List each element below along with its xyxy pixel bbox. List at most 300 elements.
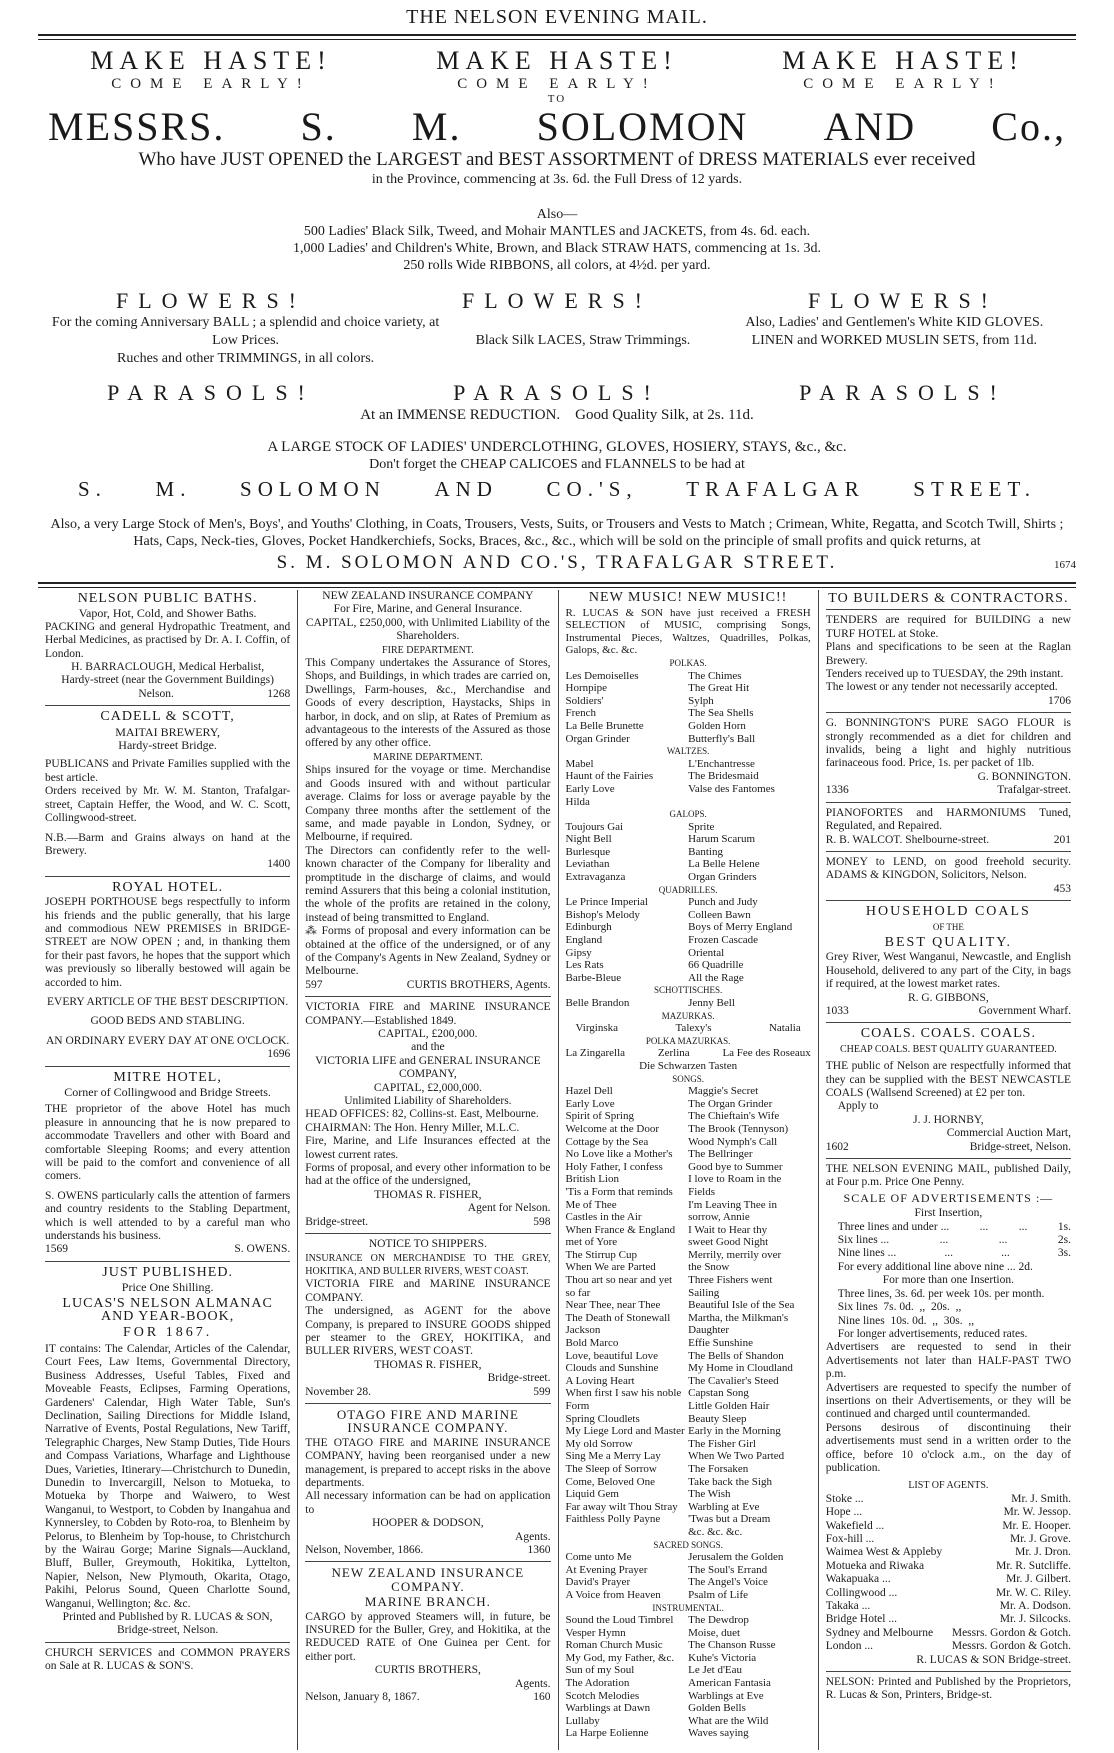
company-name bbox=[38, 105, 1076, 149]
song-title: met of Yore bbox=[565, 1236, 618, 1249]
song-row bbox=[566, 1110, 811, 1123]
song-title: Little Golden Hair bbox=[688, 1400, 770, 1412]
song-row bbox=[566, 1324, 811, 1337]
music-title: Le Prince Imperial bbox=[565, 896, 648, 909]
coals2-title: COALS. COALS. COALS. bbox=[860, 1026, 1036, 1042]
scale-more: For more than one Insertion. bbox=[882, 1274, 1014, 1287]
ad-ref: 1674 bbox=[1053, 559, 1076, 571]
song-row bbox=[566, 1224, 811, 1237]
parasols-2: PARASOLS! bbox=[453, 380, 661, 405]
almanac-text: IT contains: The Calendar, Articles of the Calendar, Court Fees, Law Items, Governmental Directory, Business Addresses, Useful Tables, Fixed and Moveable Feasts, Eclipses, Farming Operations, Gardeners' Calendar, High Water Table, Sun's Declination, Sailing Directions for Middle Island, Narrative of Events, Postal Regulations, New Tariff, Telegraphic Charges, New Stamp Duties, Tide Hours and Compass Variations, Wharfage and Lighthouse Dues, Varieties, Itinerary—Christchurch to Dunedin, Dunedin to Invercargill, Nelson to Motueka, to Motueka by Thorpe and Waiwero, to West Wanganui, to Westport, to Cobden by Inangahua and Kynnersley, to Cobden by Roto-roa, to Blenheim by Pelorus, to Blenheim by Top-house, to Christchurch by the Wairau Gorge; Marine Signals—Auckland, Bluff, Buller, Greymouth, Hokitika, Lyttelton, Napier, Nelson, New Plymouth, Okarita, Otago, Pakihi, Pelorus Sound, Queen Charlotte Sound, Wanganui, Wellington; &c. &c. bbox=[45, 1342, 291, 1610]
sacred-song-title: The Soul's Errand bbox=[688, 1563, 768, 1576]
instrumental-title: La Harpe Eolienne bbox=[565, 1727, 649, 1740]
builders-ref: 1706 bbox=[1048, 694, 1071, 707]
builders-plans: Plans and specifications to be seen at the Raglan Brewery. bbox=[825, 641, 1071, 667]
song-title: Faithless Polly Payne bbox=[565, 1513, 661, 1526]
song-title: 'Tis a Form that reminds bbox=[565, 1185, 673, 1198]
music-title: The Chimes bbox=[688, 669, 742, 682]
song-row bbox=[566, 1350, 811, 1363]
music-title: The Great Hit bbox=[688, 682, 750, 695]
shippers-text: The undersigned, as AGENT for the above Company, is prepared to INSURE GOODS shipped per steamer to the GREY, HOKITIKA, and BULLER RIVERS, WEST COAST. bbox=[305, 1305, 551, 1358]
song-title: The Stirrup Cup bbox=[565, 1248, 637, 1261]
song-row bbox=[566, 1438, 811, 1451]
song-title: Castles in the Air bbox=[565, 1211, 642, 1224]
music-title: Jenny Bell bbox=[688, 997, 735, 1009]
scale-cell: Three lines and under ... bbox=[837, 1220, 950, 1233]
mazurka-item: Natalia bbox=[768, 1022, 801, 1035]
scale-req3: Persons desirous of discontinuing their advertisements must send in a written order to the office, before 10 o'clock a.m., on the day of publication. bbox=[825, 1421, 1071, 1474]
coals-best: BEST QUALITY. bbox=[884, 934, 1013, 950]
music-title: Sylph bbox=[688, 694, 714, 707]
music-title: Toujours Gai bbox=[565, 820, 624, 833]
song-title: sorrow, Annie bbox=[688, 1211, 750, 1224]
song-row bbox=[566, 1501, 811, 1514]
song-title: My Liege Lord and Master bbox=[565, 1425, 685, 1438]
directors-text: The Directors can confidently refer to the well-known character of the Company for liberality and promptitude in the discharge of claims, and would remind Assurers that this being a colonial institution, the whole of the profits are retained in the colony, instead of being transmitted to England. bbox=[305, 844, 551, 924]
nzic-agents: CURTIS BROTHERS, Agents. bbox=[406, 978, 551, 991]
song-title: Beauty Sleep bbox=[688, 1412, 747, 1425]
scale-req1: Advertisers are requested to send in their Advertisements not later than HALF-PAST TWO p.m. bbox=[825, 1341, 1071, 1381]
sacred-song-row bbox=[566, 1589, 811, 1602]
music-title: Boys of Merry England bbox=[688, 921, 793, 934]
nzic-title: NEW ZEALAND INSURANCE COMPANY bbox=[322, 590, 534, 602]
music-title: Organ Grinders bbox=[688, 871, 757, 884]
victoria-name: THOMAS R. FISHER, bbox=[374, 1188, 482, 1201]
instrumental-title: Kuhe's Victoria bbox=[688, 1651, 757, 1664]
coals-ref: 1033 bbox=[825, 1004, 849, 1017]
instrumental-title: My God, my Father, &c. bbox=[565, 1651, 675, 1664]
agent-cell: Bridge Hotel ... bbox=[825, 1613, 897, 1626]
come-early-1: COME EARLY! bbox=[111, 76, 311, 92]
song-title: Love, beautiful Love bbox=[565, 1349, 659, 1362]
agent-row bbox=[826, 1627, 1071, 1640]
coals-title: HOUSEHOLD COALS bbox=[865, 904, 1031, 920]
victoria-unlimited: Unlimited Liability of Shareholders. bbox=[344, 1095, 512, 1108]
song-row bbox=[566, 1299, 811, 1312]
music-title: La Belle Helene bbox=[688, 858, 760, 871]
final-line: S. M. SOLOMON AND CO.'S, TRAFALGAR STREET. bbox=[276, 552, 838, 573]
instrumental-title: Sun of my Soul bbox=[565, 1664, 635, 1677]
song-title: Maggie's Secret bbox=[688, 1085, 759, 1098]
music-row bbox=[566, 997, 811, 1010]
baths-name: H. BARRACLOUGH, Medical Herbalist, bbox=[71, 661, 265, 674]
instrumental-title: Lullaby bbox=[565, 1714, 600, 1727]
song-title: Capstan Song bbox=[688, 1387, 749, 1400]
music-title: L'Enchantresse bbox=[688, 757, 755, 770]
music-title: Edinburgh bbox=[565, 921, 612, 934]
song-title: Sing Me a Merry Lay bbox=[565, 1450, 661, 1463]
song-row bbox=[566, 1287, 811, 1300]
music-row bbox=[566, 909, 811, 922]
royal-ref: 1696 bbox=[267, 1048, 291, 1061]
song-row bbox=[566, 1476, 811, 1489]
make-haste-3: MAKE HASTE! bbox=[782, 46, 1024, 75]
shippers-co: VICTORIA FIRE and MARINE INSURANCE COMPANY. bbox=[305, 1278, 551, 1304]
baths-text: PACKING and general Hydropathic Treatment, and Herbal Medicines, as practised by Dr. A. I. Coffin, of London. bbox=[45, 620, 291, 660]
fire-text: This Company undertakes the Assurance of Stores, Shops, and Buildings, in which trades are carried on, Dwellings, Farm-houses, &c., Merchandise and Goods of every description, Haystacks, Ships in harbor, in dock, and on slip, at Rates of Premium as advantageous to the interests of the Assured as those offered by any other office. bbox=[305, 657, 551, 750]
music-row bbox=[566, 858, 811, 871]
trafalgar-word: S. bbox=[78, 477, 107, 501]
parasols-line: At an IMMENSE REDUCTION. Good Quality Silk, at 2s. 11d. bbox=[360, 407, 754, 423]
victoria-agent: Agent for Nelson. bbox=[467, 1202, 551, 1215]
trafalgar-word: CO.'S, bbox=[546, 477, 638, 501]
company-word: AND bbox=[823, 104, 917, 149]
song-title: When We Two Parted bbox=[688, 1450, 785, 1463]
song-title: Spring Cloudlets bbox=[565, 1412, 640, 1425]
otago-title: OTAGO FIRE AND MARINE INSURANCE COMPANY. bbox=[336, 1406, 519, 1436]
agent-cell: Messrs. Gordon & Gotch. bbox=[951, 1626, 1071, 1639]
song-title: Welcome at the Door bbox=[565, 1122, 659, 1135]
sago-addr: Trafalgar-street. bbox=[997, 784, 1071, 797]
flowers-text-line: Ruches and other TRIMMINGS, in all colors. bbox=[117, 351, 375, 366]
music-title: Soldiers' bbox=[565, 694, 604, 707]
trafalgar-word: M. bbox=[155, 477, 192, 501]
piano-name: R. B. WALCOT. Shelbourne-street. bbox=[825, 833, 990, 846]
instrumental-row bbox=[566, 1664, 811, 1677]
royal-every: EVERY ARTICLE OF THE BEST DESCRIPTION. bbox=[46, 995, 289, 1008]
music-row bbox=[566, 972, 811, 985]
music-title: Haunt of the Fairies bbox=[565, 770, 654, 783]
agents-title: LIST OF AGENTS. bbox=[908, 1480, 989, 1492]
music-title: Hilda bbox=[565, 795, 590, 808]
scale-row bbox=[826, 1221, 1071, 1234]
song-row bbox=[566, 1337, 811, 1350]
song-title: The Bells of Shandon bbox=[688, 1349, 784, 1362]
song-title: The Forsaken bbox=[688, 1462, 749, 1475]
trafalgar-line bbox=[38, 477, 1076, 502]
scale-cell: Six lines ... bbox=[837, 1234, 890, 1247]
music-section-head: QUADRILLES. bbox=[658, 884, 718, 895]
cadell-title: CADELL & SCOTT, bbox=[100, 709, 235, 725]
church-text: CHURCH SERVICES and COMMON PRAYERS on Sale at R. LUCAS & SON'S. bbox=[45, 1646, 291, 1673]
song-title: Sailing bbox=[688, 1286, 720, 1299]
scale-rows bbox=[826, 1221, 1071, 1261]
scale-cell: ... bbox=[1001, 1247, 1010, 1260]
song-row bbox=[566, 1161, 811, 1174]
instrumental-row bbox=[566, 1727, 811, 1740]
agent-cell: Mr. W. C. Riley. bbox=[996, 1586, 1071, 1599]
agent-cell: Sydney and Melbourne bbox=[825, 1626, 934, 1639]
song-title: Martha, the Milkman's bbox=[688, 1311, 789, 1324]
song-title: Thou art so near and yet bbox=[565, 1274, 673, 1287]
instrumental-title: Scotch Melodies bbox=[565, 1689, 640, 1702]
song-title: Daughter bbox=[688, 1324, 730, 1337]
scale-cell: ... bbox=[1018, 1220, 1028, 1233]
song-row bbox=[566, 1211, 811, 1224]
song-title: Cottage by the Sea bbox=[565, 1135, 649, 1148]
song-row bbox=[566, 1463, 811, 1476]
instrumental-row bbox=[566, 1702, 811, 1715]
agent-cell: Hope ... bbox=[825, 1506, 863, 1519]
music-row bbox=[566, 846, 811, 859]
agent-cell: Mr. J. Silcocks. bbox=[999, 1613, 1071, 1626]
song-title: Form bbox=[565, 1400, 590, 1412]
song-row bbox=[566, 1413, 811, 1426]
sacred-song-title: At Evening Prayer bbox=[565, 1563, 648, 1576]
music-row bbox=[566, 670, 811, 683]
instrumental-title: Vesper Hymn bbox=[565, 1626, 626, 1639]
songs-list bbox=[566, 1085, 811, 1538]
agents-list bbox=[826, 1493, 1071, 1654]
agent-cell: Mr. A. Dodson. bbox=[999, 1600, 1071, 1613]
song-title: British Lion bbox=[565, 1173, 619, 1186]
song-title: Beautiful Isle of the Sea bbox=[688, 1299, 795, 1312]
agent-cell: Stoke ... bbox=[825, 1492, 864, 1505]
to-label: TO bbox=[547, 93, 567, 105]
music-title: Les Rats bbox=[565, 959, 604, 972]
shippers-addr: Bridge-street. bbox=[487, 1372, 551, 1385]
scale-row bbox=[826, 1247, 1071, 1260]
song-row bbox=[566, 1274, 811, 1287]
money-ref: 453 bbox=[1053, 882, 1071, 895]
flowers-text-line: Also, Ladies' and Gentlemen's White KID GLOVES. bbox=[745, 315, 1044, 330]
instrumental-row bbox=[566, 1639, 811, 1652]
flowers-text-line: For the coming Anniversary BALL ; a splendid and choice variety, at Low Prices. bbox=[51, 315, 440, 348]
scale-six: Six lines 7s. 0d. ,, 20s. ,, bbox=[837, 1301, 962, 1314]
song-title: Wood Nymph's Call bbox=[688, 1135, 778, 1148]
instrumental-row bbox=[566, 1715, 811, 1728]
instrumental-title: The Dewdrop bbox=[688, 1614, 749, 1627]
nzi2-sub: MARINE BRANCH. bbox=[364, 1594, 491, 1610]
column-1 bbox=[38, 590, 297, 1750]
song-title: The Death of Stonewall bbox=[565, 1311, 671, 1324]
scale-nine: Nine lines 10s. 0d. ,, 30s. ,, bbox=[837, 1314, 975, 1327]
scale-title: SCALE OF ADVERTISEMENTS :— bbox=[843, 1190, 1054, 1205]
music-title: Harum Scarum bbox=[688, 833, 756, 846]
music-row bbox=[566, 707, 811, 720]
song-row bbox=[566, 1312, 811, 1325]
flowers-text-line: LINEN and WORKED MUSLIN SETS, from 11d. bbox=[751, 333, 1038, 348]
scale-additional: For every additional line above nine ... 2d. bbox=[837, 1260, 1033, 1273]
music-title: Leviathan bbox=[565, 858, 610, 871]
song-row bbox=[566, 1199, 811, 1212]
coals-of: OF THE bbox=[932, 921, 964, 932]
baths-sub: Vapor, Hot, Cold, and Shower Baths. bbox=[78, 606, 257, 621]
agent-cell: Mr. E. Hooper. bbox=[1002, 1519, 1071, 1532]
trafalgar-word: SOLOMON bbox=[240, 477, 386, 501]
flowers-1: FLOWERS! bbox=[116, 288, 306, 313]
music-row bbox=[566, 758, 811, 771]
column-4 bbox=[818, 590, 1078, 1750]
song-title: Bold Marco bbox=[565, 1337, 619, 1350]
song-title: Warbling at Eve bbox=[688, 1500, 760, 1513]
coals2-addr: Bridge-street, Nelson. bbox=[969, 1140, 1071, 1153]
parasols-1: PARASOLS! bbox=[107, 380, 315, 405]
victoria-forms: Forms of proposal, and every other information to be had at the office of the undersigned, bbox=[305, 1162, 551, 1188]
music-row bbox=[566, 770, 811, 783]
music-title: Valse des Fantomes bbox=[688, 782, 775, 795]
mitre-text: THE proprietor of the above Hotel has much pleasure in announcing that he is now prepared to accommodate Travellers and other with Board and comfortable Sleeping Rooms; and every attention will be paid to the comfort and convenience of all comers. bbox=[45, 1103, 291, 1183]
song-title: The Chieftain's Wife bbox=[688, 1110, 780, 1123]
song-title: Merrily, merrily over bbox=[688, 1248, 782, 1261]
coals-addr: Government Wharf. bbox=[978, 1004, 1071, 1017]
music-title: Mabel bbox=[565, 757, 594, 770]
song-title: The Brook (Tennyson) bbox=[688, 1122, 789, 1135]
sacred-song-title: Come unto Me bbox=[565, 1551, 632, 1564]
coals2-mart: Commercial Auction Mart, bbox=[946, 1127, 1071, 1140]
song-title: Effie Sunshine bbox=[688, 1337, 753, 1350]
company-word: MESSRS. bbox=[48, 104, 226, 149]
song-title: When first I saw his noble bbox=[565, 1387, 682, 1400]
music-title bbox=[688, 796, 811, 809]
music-title: All the Rage bbox=[688, 971, 744, 984]
scale-cell: Nine lines ... bbox=[837, 1247, 897, 1260]
song-title: Holy Father, I confess bbox=[565, 1160, 663, 1173]
victoria-ref: 598 bbox=[533, 1215, 551, 1228]
song-row bbox=[566, 1236, 811, 1249]
otago-text: THE OTAGO FIRE and MARINE INSURANCE COMPANY, having been reorganised under a new management, is prepared to accept risks in the above departments. bbox=[305, 1436, 551, 1489]
sacred-song-title: A Voice from Heaven bbox=[565, 1588, 661, 1601]
song-title bbox=[566, 1526, 689, 1539]
music-section-head: SCHOTTISCHES. bbox=[653, 985, 723, 996]
cadell-nb: N.B.—Barm and Grains always on hand at the Brewery. bbox=[45, 831, 291, 857]
agent-row bbox=[826, 1573, 1071, 1586]
cadell-text: PUBLICANS and Private Families supplied with the best article. bbox=[45, 758, 291, 784]
agent-row bbox=[826, 1587, 1071, 1600]
company-word: S. bbox=[300, 104, 337, 149]
sago-name: G. BONNINGTON. bbox=[977, 770, 1071, 783]
cadell-addr: Hardy-street Bridge. bbox=[118, 738, 217, 753]
shippers-sub: INSURANCE ON MERCHANDISE TO THE GREY, HOKITIKA, AND BULLER RIVERS, WEST COAST. bbox=[305, 1252, 551, 1277]
music-title: 66 Quadrille bbox=[688, 959, 744, 972]
song-row bbox=[566, 1085, 811, 1098]
songs-head: SONGS. bbox=[672, 1073, 704, 1084]
instrumental-title: Roman Church Music bbox=[565, 1639, 663, 1652]
flowers-3: FLOWERS! bbox=[808, 288, 998, 313]
sacred-head: SACRED SONGS. bbox=[653, 1539, 723, 1550]
song-title: The Fisher Girl bbox=[688, 1437, 756, 1450]
instrumental-title: Golden Bells bbox=[688, 1702, 746, 1715]
section-rule bbox=[38, 582, 1076, 588]
flowers-2: FLOWERS! bbox=[462, 288, 652, 313]
song-title: Me of Thee bbox=[565, 1198, 617, 1211]
music-title: French bbox=[565, 707, 597, 720]
baths-addr: Hardy-street (near the Government Buildings) bbox=[61, 674, 274, 687]
music-row bbox=[566, 695, 811, 708]
instrumental-title: American Fantasia bbox=[688, 1677, 771, 1690]
shippers-date: November 28. bbox=[305, 1385, 372, 1398]
song-title: the Snow bbox=[688, 1261, 730, 1274]
music-section-head: WALTZES. bbox=[666, 746, 710, 757]
scale-cell: 2s. bbox=[1057, 1234, 1071, 1247]
agent-row bbox=[826, 1506, 1071, 1519]
agent-row bbox=[826, 1640, 1071, 1653]
sacred-song-row bbox=[566, 1551, 811, 1564]
imprint: NELSON: Printed and Published by the Proprietors, R. Lucas & Son, Printers, Bridge-st. bbox=[825, 1676, 1071, 1702]
music-title: Night Bell bbox=[565, 833, 612, 846]
trafalgar-word: STREET. bbox=[913, 477, 1036, 501]
music-row bbox=[566, 783, 811, 796]
music-title: Belle Brandon bbox=[565, 997, 630, 1009]
also-label: Also— bbox=[536, 207, 578, 222]
coals2-ref: 1602 bbox=[825, 1140, 849, 1153]
song-title: Near Thee, near Thee bbox=[565, 1299, 661, 1312]
song-title: I love to Roam in the bbox=[688, 1173, 782, 1186]
music-title: Golden Horn bbox=[688, 719, 746, 732]
instrumental-title: Warblings at Eve bbox=[688, 1689, 764, 1702]
coals2-sub: CHEAP COALS. BEST QUALITY GUARANTEED. bbox=[839, 1043, 1057, 1055]
song-row bbox=[566, 1123, 811, 1136]
forms-text: ⁂ Forms of proposal and every information can be obtained at the office of the undersigned, or of any of the Company's Agents in New Zealand, Sydney or Melbourne. bbox=[305, 925, 551, 978]
sacred-song-row bbox=[566, 1576, 811, 1589]
coals2-apply: Apply to bbox=[837, 1100, 879, 1113]
song-title: The Cavalier's Steed bbox=[688, 1374, 779, 1387]
agent-cell: Wakefield ... bbox=[825, 1519, 885, 1532]
agent-cell: Mr. R. Sutcliffe. bbox=[996, 1559, 1071, 1572]
song-title: Far away wilt Thou Stray bbox=[565, 1500, 678, 1513]
music-title: La Belle Brunette bbox=[565, 719, 644, 732]
royal-ordinary: AN ORDINARY EVERY DAY AT ONE O'CLOCK. bbox=[45, 1034, 290, 1047]
shippers-name: THOMAS R. FISHER, bbox=[374, 1358, 482, 1371]
mitre-title: MITRE HOTEL, bbox=[113, 1069, 222, 1085]
victoria-life-capital: CAPITAL, £2,000,000. bbox=[373, 1081, 482, 1094]
victoria-title: VICTORIA FIRE and MARINE INSURANCE COMPANY.—Established 1849. bbox=[305, 1001, 551, 1027]
sacred-song-title: Psalm of Life bbox=[688, 1588, 749, 1601]
song-title: A Loving Heart bbox=[565, 1374, 635, 1387]
song-title: When We are Parted bbox=[565, 1261, 656, 1274]
mazurka-item: Talexy's bbox=[675, 1022, 712, 1035]
instrumental-title: Sound the Loud Timbrel bbox=[565, 1614, 674, 1627]
music-row bbox=[566, 720, 811, 733]
song-title: Three Fishers went bbox=[688, 1274, 773, 1287]
almanac-title: JUST PUBLISHED. bbox=[102, 1264, 233, 1280]
nzi2-text: CARGO by approved Steamers will, in future, be INSURED for the Buller, Grey, and Hokitika, at the REDUCED RATE of One Guinea per Cent. for either port. bbox=[305, 1610, 551, 1663]
music-row bbox=[566, 934, 811, 947]
otago-ref: 1360 bbox=[527, 1544, 551, 1557]
music-title: England bbox=[565, 934, 603, 947]
coals2-text: THE public of Nelson are respectfully informed that they can be supplied with the BEST NEWCASTLE COALS (Wallsend Screened) at £2 per ton. bbox=[825, 1060, 1071, 1099]
victoria-addr: Bridge-street. bbox=[305, 1215, 369, 1228]
music-row bbox=[566, 733, 811, 746]
mazurkas-head: MAZURKAS. bbox=[661, 1010, 715, 1021]
agent-cell: Takaka ... bbox=[825, 1600, 871, 1613]
piano-ref: 201 bbox=[1053, 833, 1071, 846]
nzi2-ref: 160 bbox=[533, 1691, 551, 1704]
agents-sign: R. LUCAS & SON Bridge-street. bbox=[916, 1653, 1071, 1666]
music-title: Punch and Judy bbox=[688, 896, 758, 909]
mazurka-item: Virginska bbox=[575, 1022, 619, 1035]
music-title: Barbe-Bleue bbox=[565, 971, 622, 984]
music-title: Oriental bbox=[688, 946, 725, 959]
agent-cell: Mr. J. Grove. bbox=[1009, 1533, 1071, 1545]
agent-cell: Wakapuaka ... bbox=[825, 1573, 891, 1586]
music-title: Hornpipe bbox=[565, 682, 608, 695]
agent-row bbox=[826, 1546, 1071, 1559]
agent-cell: Fox-hill ... bbox=[825, 1533, 875, 1545]
music-title: The Sea Shells bbox=[688, 707, 754, 720]
music-text: R. LUCAS & SON have just received a FRESH SELECTION of MUSIC, comprising Songs, Instrumental Pieces, Waltzes, Quadrilles, Polkas, Galops, &c. &c. bbox=[565, 606, 811, 657]
agent-cell: Mr. W. Jessop. bbox=[1003, 1506, 1071, 1519]
sago-text: G. BONNINGTON'S PURE SAGO FLOUR is strongly recommended as a diet for children and invalids, being a light and highly nutritious farinaceous food. Price, 1s. per packet of 1lb. bbox=[825, 717, 1071, 770]
mens-clothing-text: Also, a very Large Stock of Men's, Boys', and Youths' Clothing, in Coats, Trousers, Vests, Suits, or Trousers and Vests to Match ; Crimean, White, Regatta, and Scotch Twill, Shirts ; Hats, Caps, Neck-ties, Gloves, Pocket Handkerchiefs, Socks, Braces, &c., &c., which will be sold on the principle of small profits and quick returns, at bbox=[50, 517, 1064, 549]
scale-cell: 1s. bbox=[1057, 1220, 1071, 1233]
royal-text: JOSEPH PORTHOUSE begs respectfully to inform his friends and the public generally, that his large and commodious NEW PREMISES in BRIDGE-STREET are NOW OPEN ; and, in thanking them for their past favors, he hopes that the support which was previously so liberally bestowed will again be accorded to him. bbox=[45, 896, 291, 989]
victoria-and: and the bbox=[411, 1041, 445, 1054]
music-sections bbox=[566, 657, 811, 1010]
make-haste-2: MAKE HASTE! bbox=[436, 46, 678, 75]
builders-text: TENDERS are required for BUILDING a new TURF HOTEL at Stoke. bbox=[825, 614, 1071, 640]
song-title: Take back the Sigh bbox=[688, 1475, 772, 1488]
song-title: Hazel Dell bbox=[565, 1085, 613, 1098]
music-row bbox=[566, 896, 811, 909]
instrumental-title: Moise, duet bbox=[688, 1626, 741, 1639]
agent-row bbox=[826, 1600, 1071, 1613]
royal-title: ROYAL HOTEL. bbox=[112, 879, 224, 895]
company-word: SOLOMON bbox=[536, 104, 749, 149]
song-title: Jackson bbox=[565, 1324, 601, 1337]
agent-row bbox=[826, 1533, 1071, 1546]
company-word: M. bbox=[411, 104, 462, 149]
